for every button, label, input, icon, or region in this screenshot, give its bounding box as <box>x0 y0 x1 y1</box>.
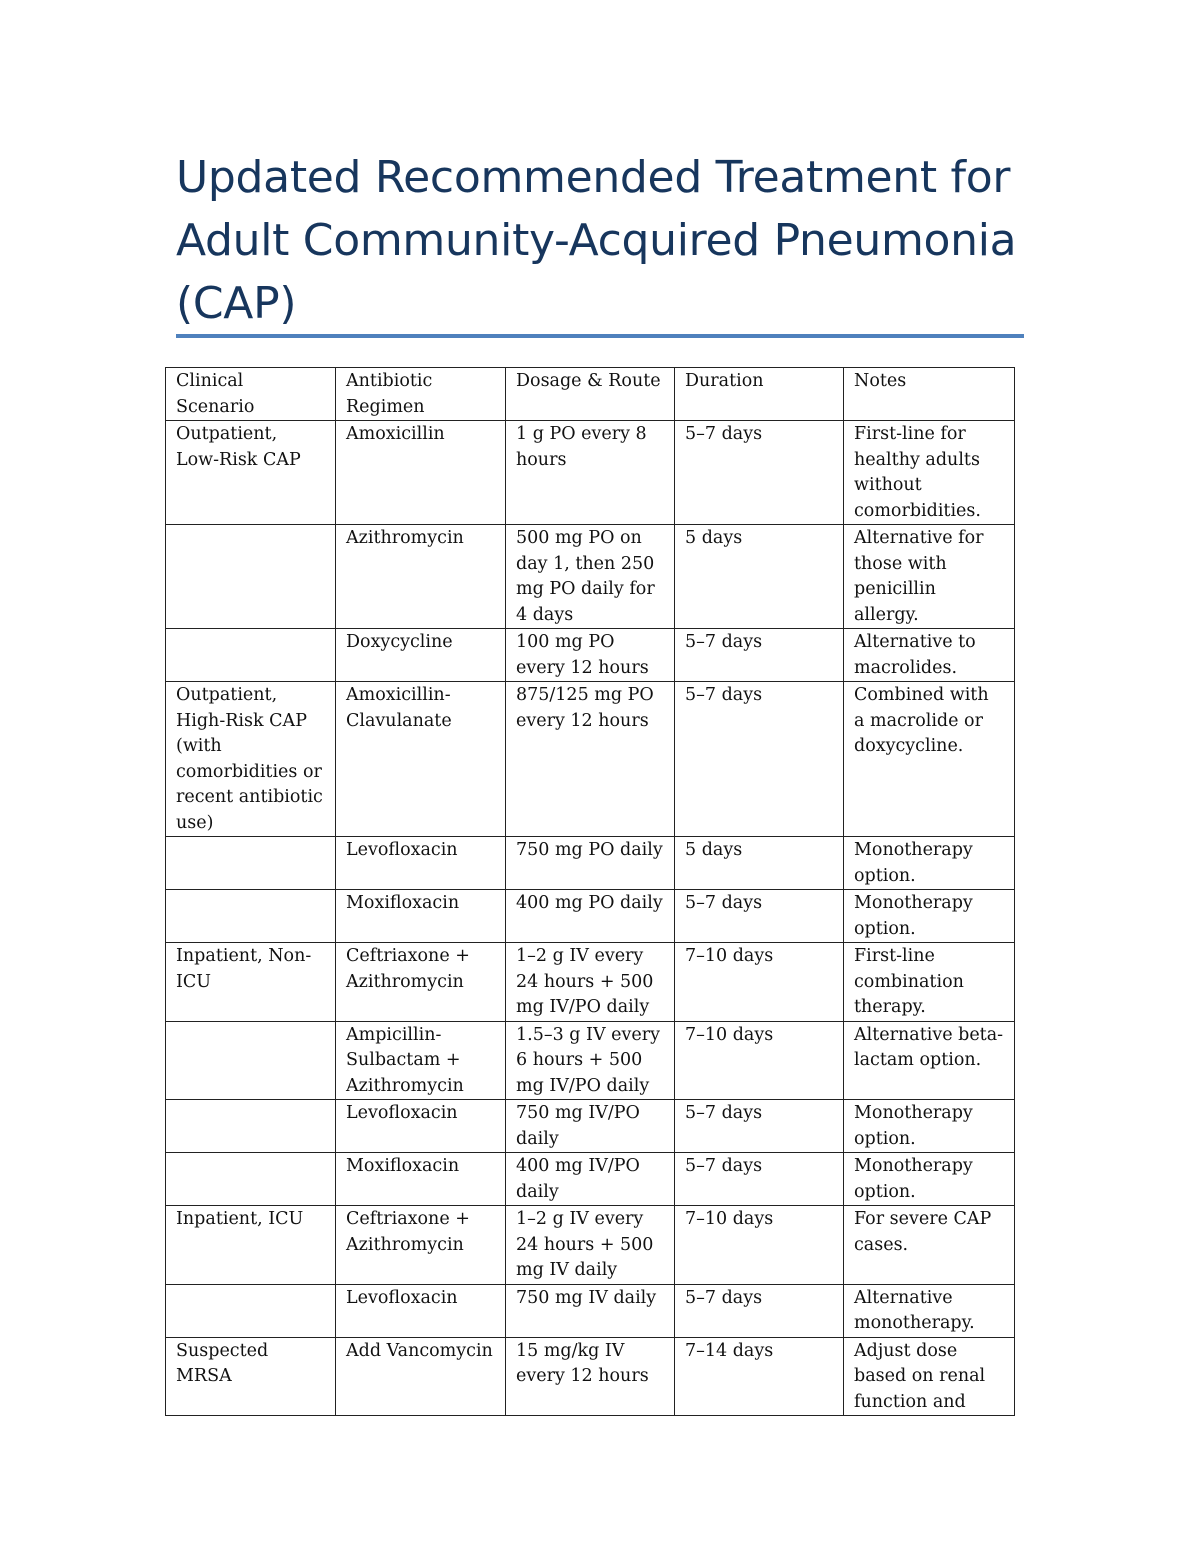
table-row <box>166 890 1015 943</box>
cell-notes: Alternative to macrolides. <box>844 629 1015 682</box>
cell-dosage-route: 1 g PO every 8 hours <box>506 421 675 525</box>
cell-clinical-scenario: Outpatient, High-Risk CAP (with comorbidities or recent antibiotic use) <box>166 682 336 837</box>
cell-duration: 5–7 days <box>675 682 844 837</box>
cell-dosage-route: 750 mg IV/PO daily <box>506 1100 675 1153</box>
table-row <box>166 421 1015 525</box>
cell-duration: 7–10 days <box>675 943 844 1022</box>
cell-clinical-scenario: Outpatient, Low-Risk CAP <box>166 421 336 525</box>
table-row <box>166 1206 1015 1285</box>
cell-notes: Alternative for those with penicillin allergy. <box>844 525 1015 629</box>
table-row <box>166 1153 1015 1206</box>
header-dosage-route: Dosage & Route <box>506 368 675 421</box>
cell-duration: 5–7 days <box>675 890 844 943</box>
cell-antibiotic-regimen: Doxycycline <box>336 629 506 682</box>
table-row <box>166 1284 1015 1337</box>
table-row <box>166 1100 1015 1153</box>
cell-duration: 7–10 days <box>675 1021 844 1100</box>
cell-dosage-route: 1–2 g IV every 24 hours + 500 mg IV/PO daily <box>506 943 675 1022</box>
cell-antibiotic-regimen: Moxifloxacin <box>336 1153 506 1206</box>
cell-antibiotic-regimen: Moxifloxacin <box>336 890 506 943</box>
cell-clinical-scenario <box>166 1153 336 1206</box>
cell-dosage-route: 15 mg/kg IV every 12 hours <box>506 1337 675 1416</box>
table-row <box>166 1337 1015 1416</box>
table-row <box>166 629 1015 682</box>
header-notes: Notes <box>844 368 1015 421</box>
cell-antibiotic-regimen: Ceftriaxone + Azithromycin <box>336 1206 506 1285</box>
cell-antibiotic-regimen: Levofloxacin <box>336 837 506 890</box>
cell-notes: Monotherapy option. <box>844 837 1015 890</box>
cell-duration: 7–10 days <box>675 1206 844 1285</box>
cell-antibiotic-regimen: Amoxicillin-Clavulanate <box>336 682 506 837</box>
cell-clinical-scenario <box>166 1100 336 1153</box>
cell-dosage-route: 500 mg PO on day 1, then 250 mg PO daily for 4 days <box>506 525 675 629</box>
cell-clinical-scenario <box>166 1284 336 1337</box>
cell-notes: Alternative monotherapy. <box>844 1284 1015 1337</box>
document-title: Updated Recommended Treatment for Adult Community-Acquired Pneumonia (CAP) <box>176 152 1017 329</box>
cell-clinical-scenario <box>166 629 336 682</box>
cell-duration: 5–7 days <box>675 1100 844 1153</box>
cell-antibiotic-regimen: Levofloxacin <box>336 1100 506 1153</box>
table-row <box>166 1021 1015 1100</box>
treatment-table <box>165 367 1015 1416</box>
cell-dosage-route: 400 mg IV/PO daily <box>506 1153 675 1206</box>
table-row <box>166 525 1015 629</box>
cell-clinical-scenario: Inpatient, Non-ICU <box>166 943 336 1022</box>
cell-duration: 7–14 days <box>675 1337 844 1416</box>
table-row <box>166 682 1015 837</box>
cell-notes: Monotherapy option. <box>844 1153 1015 1206</box>
table-row <box>166 837 1015 890</box>
cell-dosage-route: 100 mg PO every 12 hours <box>506 629 675 682</box>
cell-notes: First-line combination therapy. <box>844 943 1015 1022</box>
table-header-row <box>166 368 1015 421</box>
cell-notes: Combined with a macrolide or doxycycline. <box>844 682 1015 837</box>
cell-duration: 5–7 days <box>675 629 844 682</box>
cell-duration: 5 days <box>675 837 844 890</box>
cell-antibiotic-regimen: Levofloxacin <box>336 1284 506 1337</box>
table-row <box>166 943 1015 1022</box>
cell-clinical-scenario <box>166 890 336 943</box>
cell-antibiotic-regimen: Amoxicillin <box>336 421 506 525</box>
cell-notes: For severe CAP cases. <box>844 1206 1015 1285</box>
cell-clinical-scenario <box>166 837 336 890</box>
cell-duration: 5–7 days <box>675 421 844 525</box>
cell-dosage-route: 1–2 g IV every 24 hours + 500 mg IV daily <box>506 1206 675 1285</box>
cell-clinical-scenario <box>166 1021 336 1100</box>
cell-notes: Adjust dose based on renal function and <box>844 1337 1015 1416</box>
cell-duration: 5–7 days <box>675 1284 844 1337</box>
cell-dosage-route: 875/125 mg PO every 12 hours <box>506 682 675 837</box>
title-underline <box>176 334 1024 338</box>
cell-notes: First-line for healthy adults without comorbidities. <box>844 421 1015 525</box>
header-duration: Duration <box>675 368 844 421</box>
cell-notes: Alternative beta-lactam option. <box>844 1021 1015 1100</box>
cell-notes: Monotherapy option. <box>844 890 1015 943</box>
cell-clinical-scenario: Inpatient, ICU <box>166 1206 336 1285</box>
cell-duration: 5–7 days <box>675 1153 844 1206</box>
header-antibiotic-regimen: Antibiotic Regimen <box>336 368 506 421</box>
header-clinical-scenario: Clinical Scenario <box>166 368 336 421</box>
cell-antibiotic-regimen: Add Vancomycin <box>336 1337 506 1416</box>
cell-antibiotic-regimen: Ceftriaxone + Azithromycin <box>336 943 506 1022</box>
cell-notes: Monotherapy option. <box>844 1100 1015 1153</box>
cell-dosage-route: 750 mg PO daily <box>506 837 675 890</box>
cell-duration: 5 days <box>675 525 844 629</box>
cell-clinical-scenario <box>166 525 336 629</box>
cell-dosage-route: 400 mg PO daily <box>506 890 675 943</box>
cell-antibiotic-regimen: Ampicillin-Sulbactam + Azithromycin <box>336 1021 506 1100</box>
cell-dosage-route: 1.5–3 g IV every 6 hours + 500 mg IV/PO daily <box>506 1021 675 1100</box>
cell-clinical-scenario: Suspected MRSA <box>166 1337 336 1416</box>
cell-antibiotic-regimen: Azithromycin <box>336 525 506 629</box>
cell-dosage-route: 750 mg IV daily <box>506 1284 675 1337</box>
